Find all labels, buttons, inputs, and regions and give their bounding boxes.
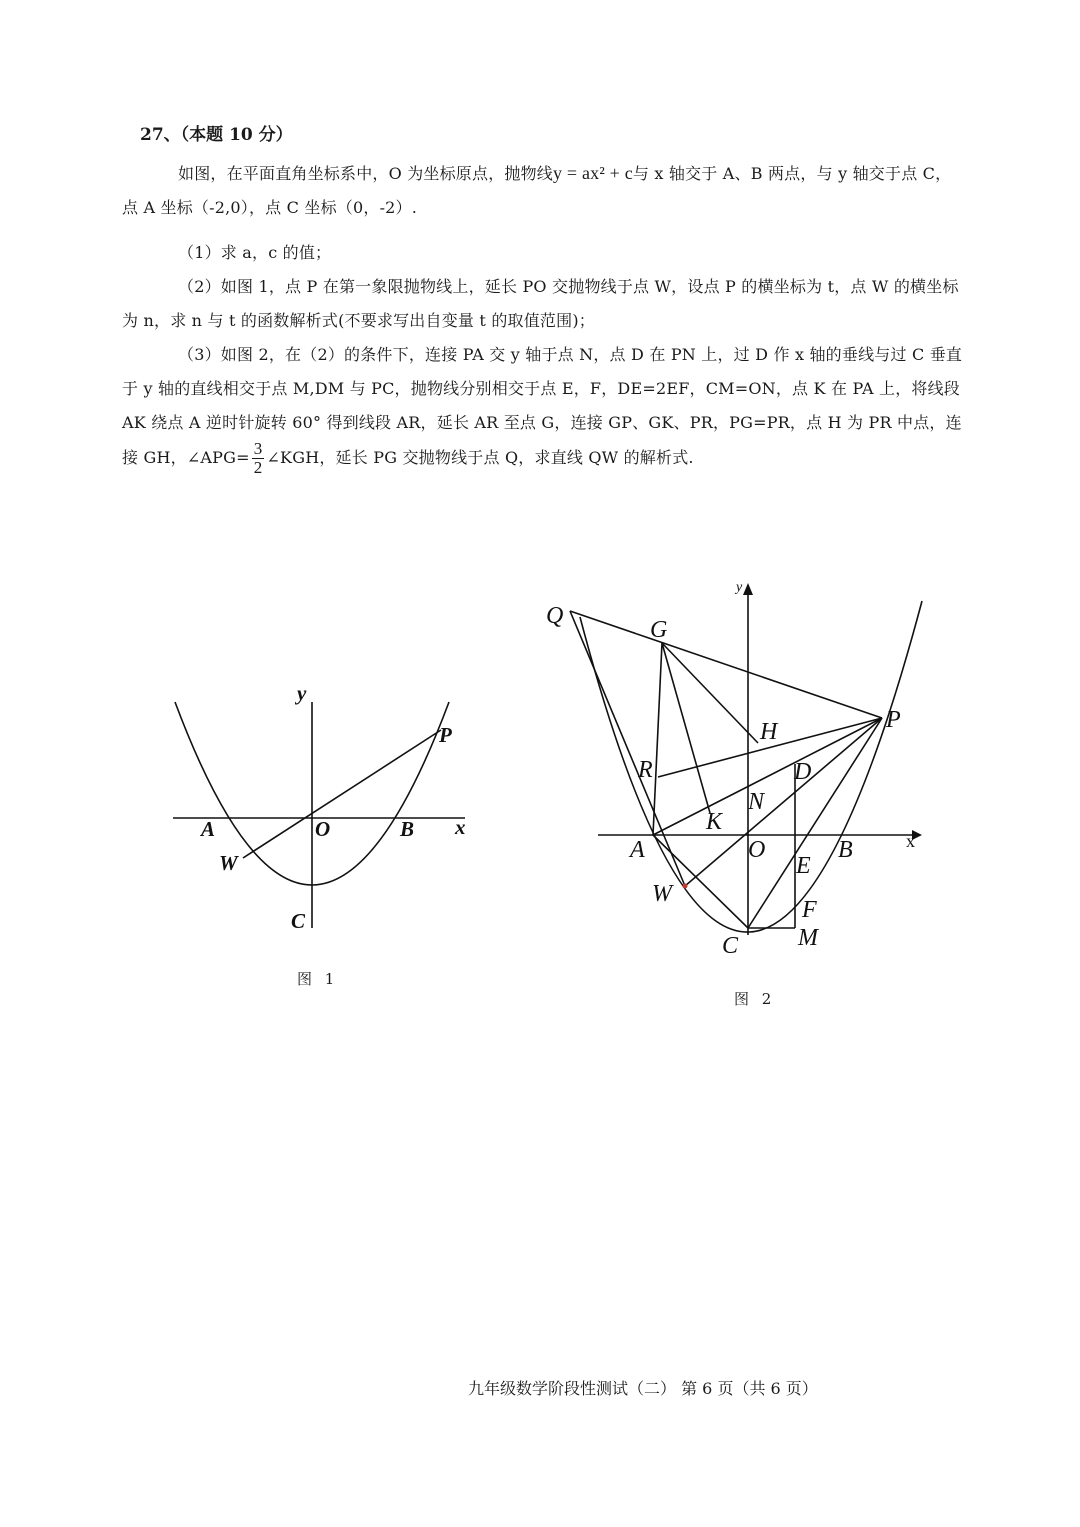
fig2-label-w: W	[652, 881, 672, 907]
part-1-text: （1）求 a，c 的值；	[178, 243, 332, 262]
fig2-label-o: O	[748, 837, 766, 863]
fig2-line-qw	[570, 611, 685, 886]
fig1-label-p: P	[439, 723, 452, 747]
fraction-denominator: 2	[253, 458, 263, 477]
fig2-point-w-marker	[683, 884, 688, 889]
part-1	[122, 236, 964, 270]
intro-text-b: 与 x 轴交于 A、B 两点，与 y 轴交于点 C，点 A 坐标（-2,0），点 C 坐标（0，-2）.	[122, 164, 952, 217]
fig2-label-y: y	[736, 580, 743, 595]
fig2-label-b: B	[838, 837, 853, 863]
part-2-text: （2）如图 1，点 P 在第一象限抛物线上，延长 PO 交抛物线于点 W，设点 P 的横坐标为 t，点 W 的横坐标为 n，求 n 与 t 的函数解析式(不要求写出自变量 t 的取值范围)；	[122, 277, 959, 330]
fraction-three-halves	[252, 440, 265, 477]
figure-1-caption: 图 1	[297, 970, 339, 988]
fig2-label-x: x	[906, 831, 915, 851]
fig2-label-h: H	[760, 719, 778, 745]
fig1-label-c: C	[291, 909, 306, 933]
fig2-label-r: R	[638, 757, 653, 783]
fig1-label-x: x	[455, 815, 466, 839]
fig2-parabola	[580, 601, 922, 932]
page-footer: 九年级数学阶段性测试（二） 第 6 页（共 6 页）	[468, 1379, 818, 1398]
fig2-label-k: K	[706, 809, 723, 835]
intro-text-a: 如图，在平面直角坐标系中，O 为坐标原点，抛物线	[178, 164, 554, 183]
fig2-y-arrow	[743, 583, 753, 595]
parabola-formula: y = ax² + c	[553, 163, 633, 183]
fig1-label-o: O	[315, 817, 331, 841]
fig2-label-a: A	[630, 837, 645, 863]
fig1-label-w: W	[219, 851, 238, 875]
figure-1	[165, 680, 475, 940]
fig2-line-ag	[653, 643, 662, 835]
fig1-label-b: B	[400, 817, 415, 841]
problem-intro	[122, 156, 964, 225]
fig2-label-q: Q	[546, 603, 564, 629]
fig2-label-e: E	[796, 853, 811, 879]
fig2-label-f: F	[802, 897, 817, 923]
problem-heading: 27、（本题 10 分）	[140, 125, 293, 145]
fig2-label-p: P	[886, 707, 901, 733]
fig2-label-n: N	[748, 789, 765, 815]
figure-2-caption: 图 2	[734, 990, 776, 1008]
fig1-label-y: y	[297, 681, 307, 705]
part-3	[122, 338, 964, 477]
fig2-label-g: G	[650, 617, 668, 643]
fig2-label-c: C	[722, 933, 739, 959]
fig1-label-a: A	[201, 817, 216, 841]
fraction-numerator: 3	[253, 439, 263, 458]
figure-2	[540, 575, 940, 975]
fig2-label-d: D	[794, 759, 812, 785]
part-3-text-b: ∠KGH，延长 PG 交抛物线于点 Q，求直线 QW 的解析式.	[266, 448, 694, 467]
fig2-line-qp	[570, 611, 882, 718]
part-3-text-a: （3）如图 2，在（2）的条件下，连接 PA 交 y 轴于点 N，点 D 在 PN 上，过 D 作 x 轴的垂线与过 C 垂直于 y 轴的直线相交于点 M,DM 与 PC，抛物线分别相交于点 E，F，DE=2EF，CM=ON，点 K 在 PA 上，将线段 AK 绕点 A 逆时针旋转 60° 得到线段 AR，延长 AR 至点 G，连接 GP、GK、PR，PG=PR，点 H 为 PR 中点，连接 GH，∠APG=	[122, 345, 963, 467]
part-2	[122, 270, 964, 338]
fig2-label-m: M	[798, 925, 818, 951]
